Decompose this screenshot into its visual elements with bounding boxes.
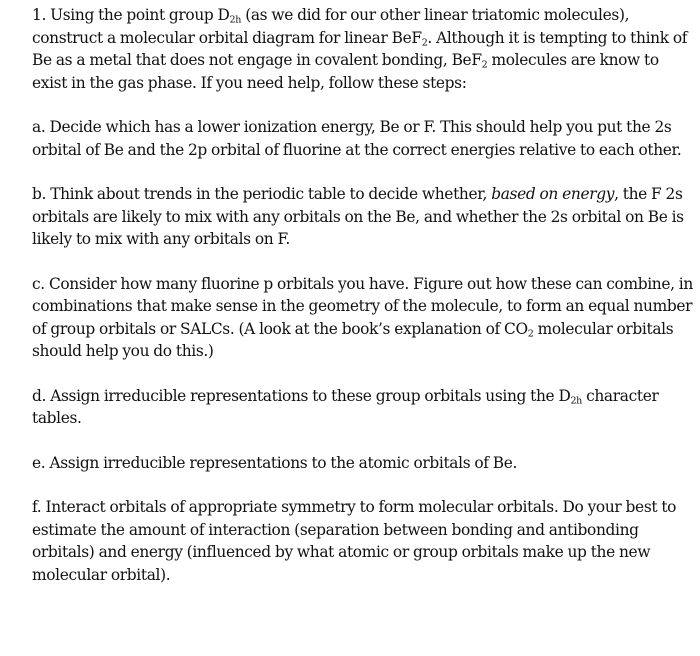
step-label: b. [32,185,47,203]
step-d [32,385,696,430]
point-group-subscript: 2h [570,394,582,406]
question-text-part-4: molecules are know to exist in the gas phase. If you need help, follow these steps: [32,51,659,92]
step-a [32,116,696,161]
question-text-part-2: (as we did for our other linear triatomic molecules), construct a molecular orbital diagram for linear BeF [32,6,630,47]
step-label: e. [32,453,46,472]
question-1 [32,4,696,94]
step-label: f. [32,498,42,516]
step-text-part-2: , the F 2s orbitals are likely to mix with any orbitals on the Be, and whether the 2s orbital on Be is likely to mix with any orbitals on F. [32,185,684,248]
step-text: Interact orbitals of appropriate symmetry to form molecular orbitals. Do your best to estimate the amount of interaction (separation between bonding and antibonding orbitals) and energy (influenced by what atomic or group orbitals make up the new molecular orbital). [32,498,677,584]
step-text-part-1: Assign irreducible representations to these group orbitals using the D [50,386,571,405]
step-c [32,273,696,363]
document-body [32,4,696,586]
step-label: c. [32,274,45,293]
step-text-part-1: Consider how many fluorine p orbitals you have. Figure out how these can combine, in combinations that make sense in the geometry of the molecule, to form an equal number of group orbitals or SALCs. (A look at the book’s explanation of CO [32,274,693,338]
co2-subscript: 2 [527,327,534,339]
step-emphasis: based on energy [491,185,615,203]
step-text-part-2: molecular orbitals should help you do this.) [32,319,674,360]
step-text: Decide which has a lower ionization energy, Be or F. This should help you put the 2s orbital of Be and the 2p orbital of fluorine at the correct energies relative to each other. [32,118,682,159]
step-e [32,452,696,475]
step-text-part-2: character tables. [32,386,659,427]
question-number: 1. [32,6,46,24]
question-text-part-1: Using the point group D [50,6,230,24]
question-text-part-3: . Although it is tempting to think of Be as a metal that does not engage in covalent bonding, BeF [32,28,688,69]
step-f [32,496,696,586]
bef2-subscript: 2 [481,59,488,71]
step-text-part-1: Think about trends in the periodic table to decide whether, [50,185,492,203]
bef2-subscript: 2 [421,36,428,48]
step-label: d. [32,386,47,405]
point-group-subscript: 2h [229,14,242,26]
step-b [32,183,696,251]
step-text: Assign irreducible representations to the atomic orbitals of Be. [49,453,518,472]
step-label: a. [32,118,46,136]
